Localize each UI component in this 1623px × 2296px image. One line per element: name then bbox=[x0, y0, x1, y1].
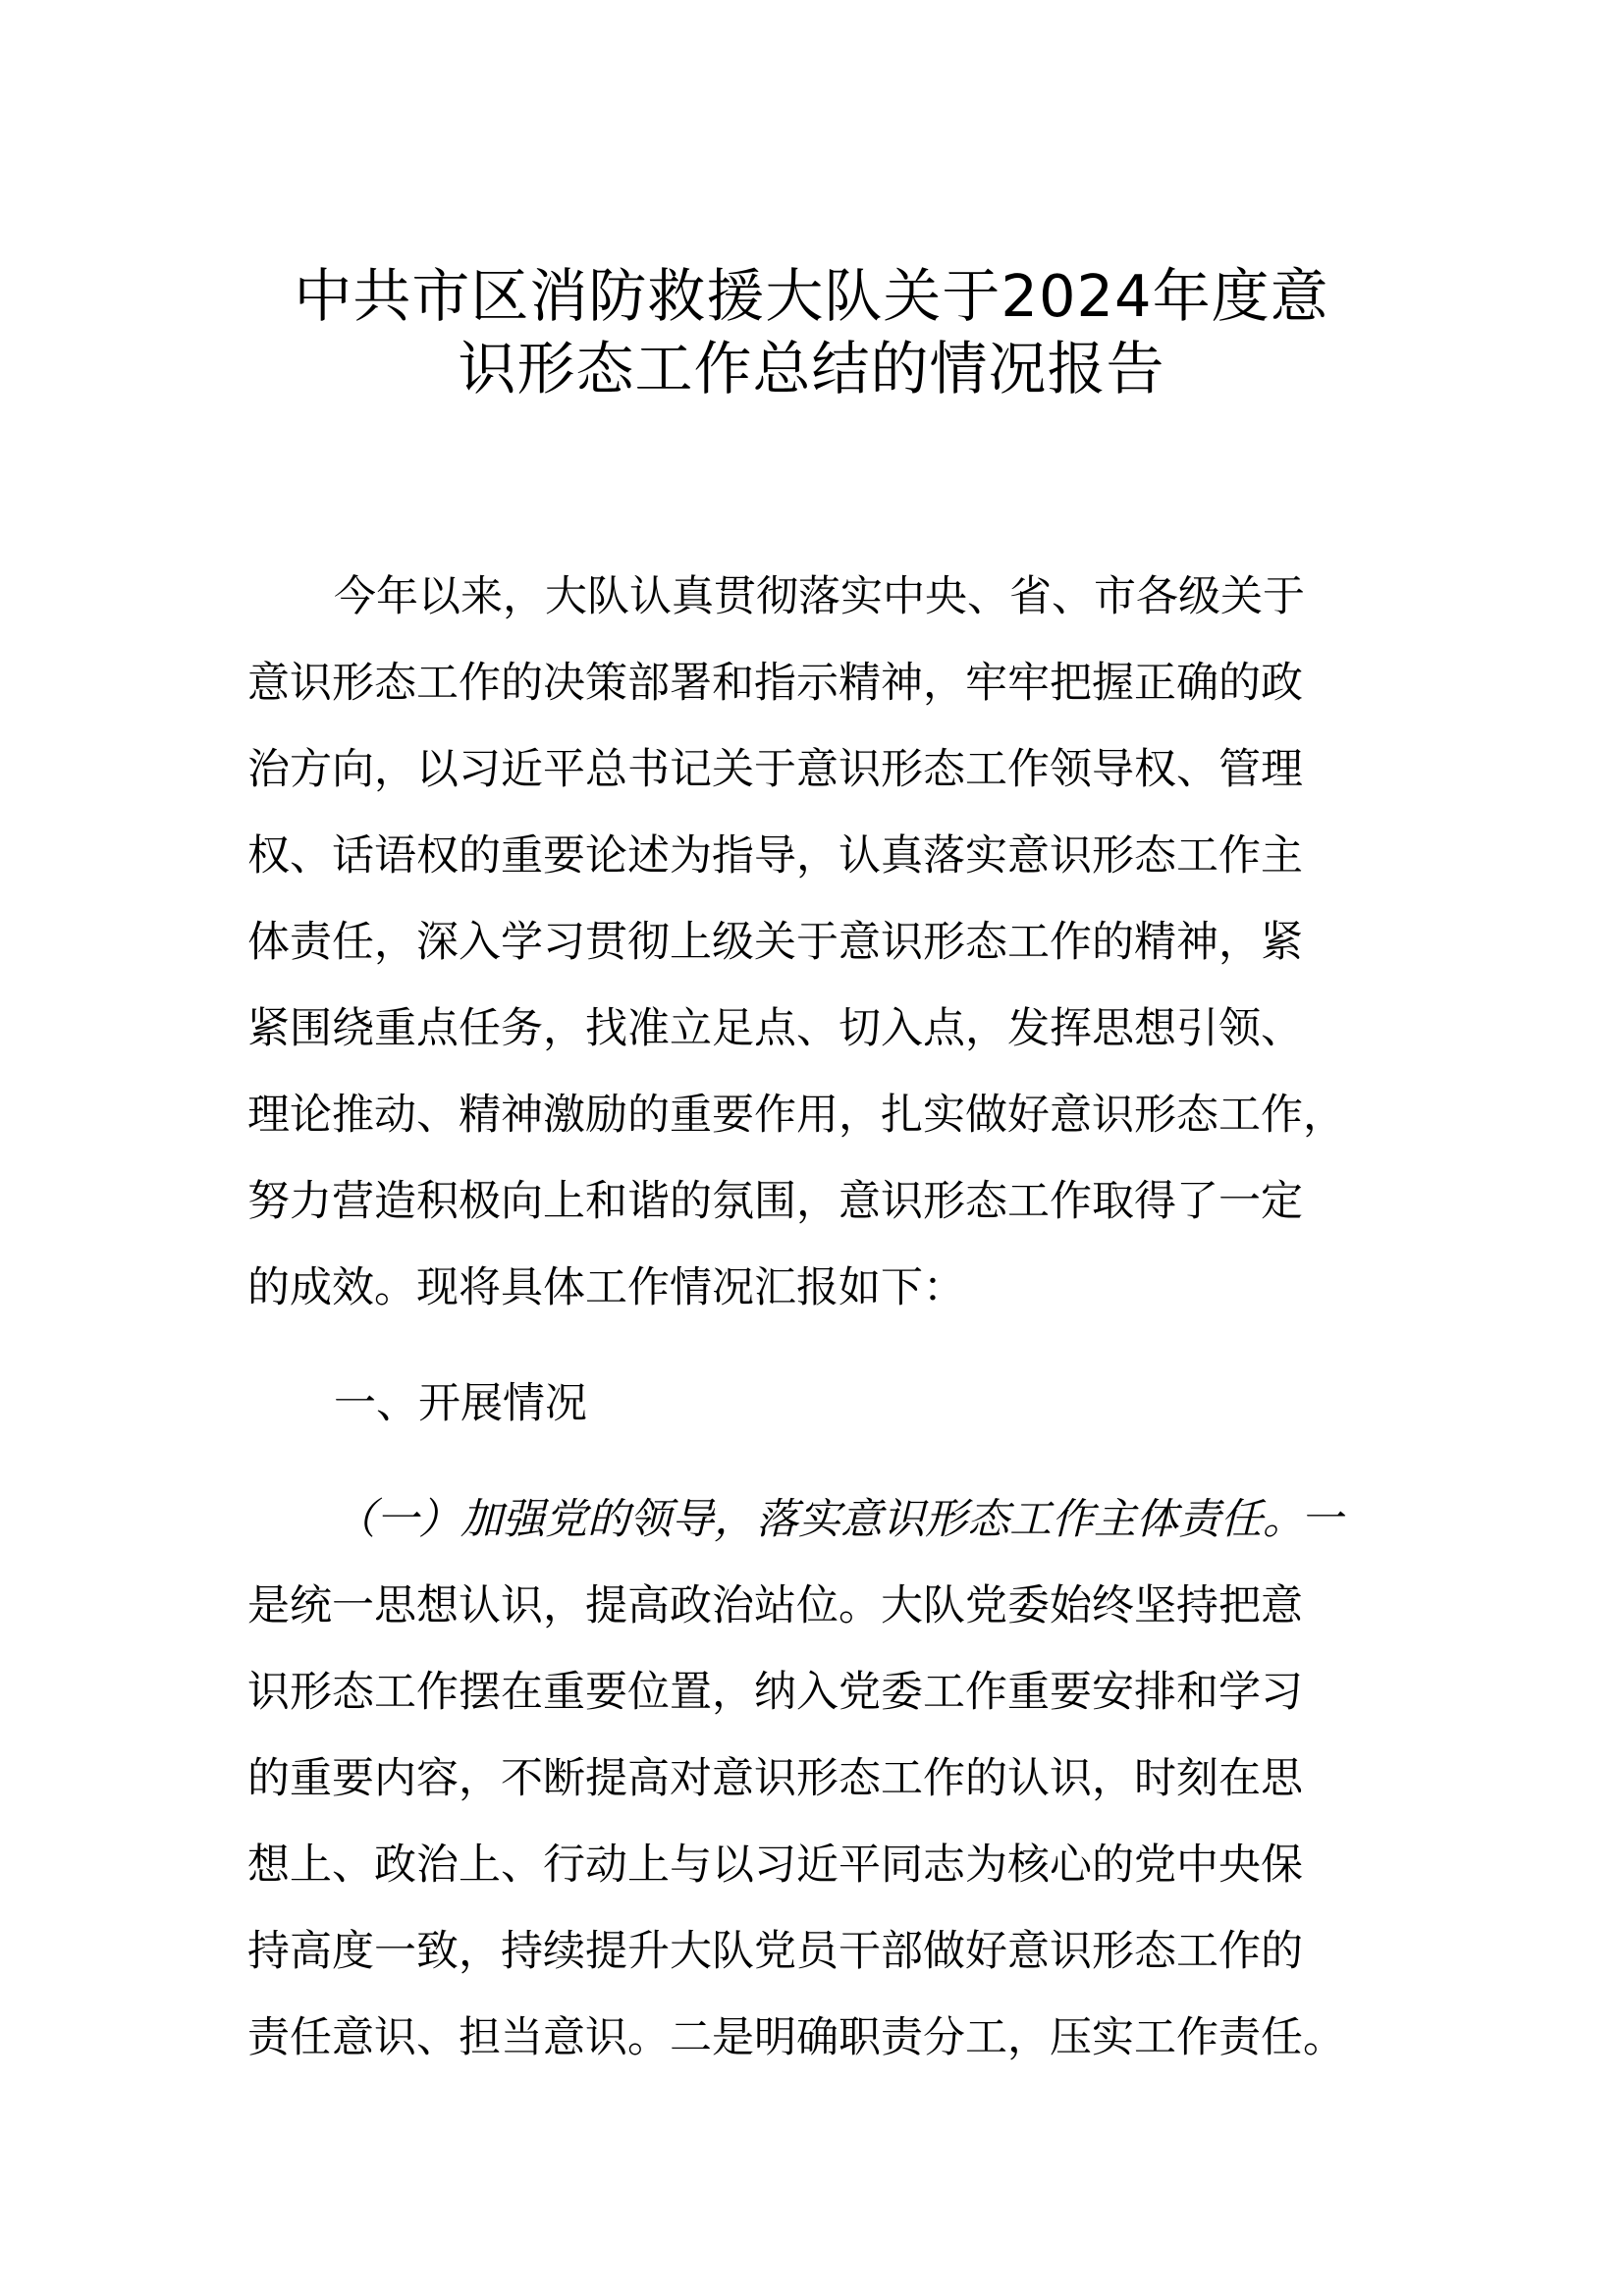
intro-line-5: 体责任，深入学习贯彻上级关于意识形态工作的精神，紧 bbox=[247, 918, 1303, 967]
subsection-lead: （一）加强党的领导，落实意识形态工作主体责任。 bbox=[334, 1495, 1305, 1544]
body-line-4: 想上、政治上、行动上与以习近平同志为核心的党中央保 bbox=[247, 1841, 1303, 1890]
intro-line-7: 理论推动、精神激励的重要作用，扎实做好意识形态工作， bbox=[247, 1091, 1345, 1140]
intro-line-3: 治方向，以习近平总书记关于意识形态工作领导权、管理 bbox=[247, 745, 1303, 794]
intro-line-9: 的成效。现将具体工作情况汇报如下： bbox=[247, 1263, 965, 1312]
body-line-2: 识形态工作摆在重要位置，纳入党委工作重要安排和学习 bbox=[247, 1668, 1303, 1717]
subsection-lead-tail: 一 bbox=[1305, 1495, 1347, 1544]
body-line-1: 是统一思想认识，提高政治站位。大队党委始终坚持把意 bbox=[247, 1581, 1303, 1630]
subsection-lead-line bbox=[334, 1490, 1492, 1549]
intro-line-8: 努力营造积极向上和谐的氛围，意识形态工作取得了一定 bbox=[247, 1177, 1303, 1226]
document-title-line-2: 识形态工作总结的情况报告 bbox=[458, 335, 1165, 402]
intro-line-1: 今年以来，大队认真贯彻落实中央、省、市各级关于 bbox=[334, 572, 1305, 621]
section-heading: 一、开展情况 bbox=[334, 1379, 587, 1428]
body-line-5: 持高度一致，持续提升大队党员干部做好意识形态工作的 bbox=[247, 1927, 1303, 1976]
intro-line-6: 紧围绕重点任务，找准立足点、切入点，发挥思想引领、 bbox=[247, 1004, 1303, 1053]
intro-line-2: 意识形态工作的决策部署和指示精神，牢牢把握正确的政 bbox=[247, 659, 1303, 708]
intro-line-4: 权、话语权的重要论述为指导，认真落实意识形态工作主 bbox=[247, 831, 1303, 881]
body-line-3: 的重要内容，不断提高对意识形态工作的认识，时刻在思 bbox=[247, 1754, 1303, 1803]
body-line-6: 责任意识、担当意识。二是明确职责分工，压实工作责任。 bbox=[247, 2013, 1345, 2062]
document-title-line-1: 中共市区消防救援大队关于2024年度意 bbox=[294, 262, 1329, 330]
